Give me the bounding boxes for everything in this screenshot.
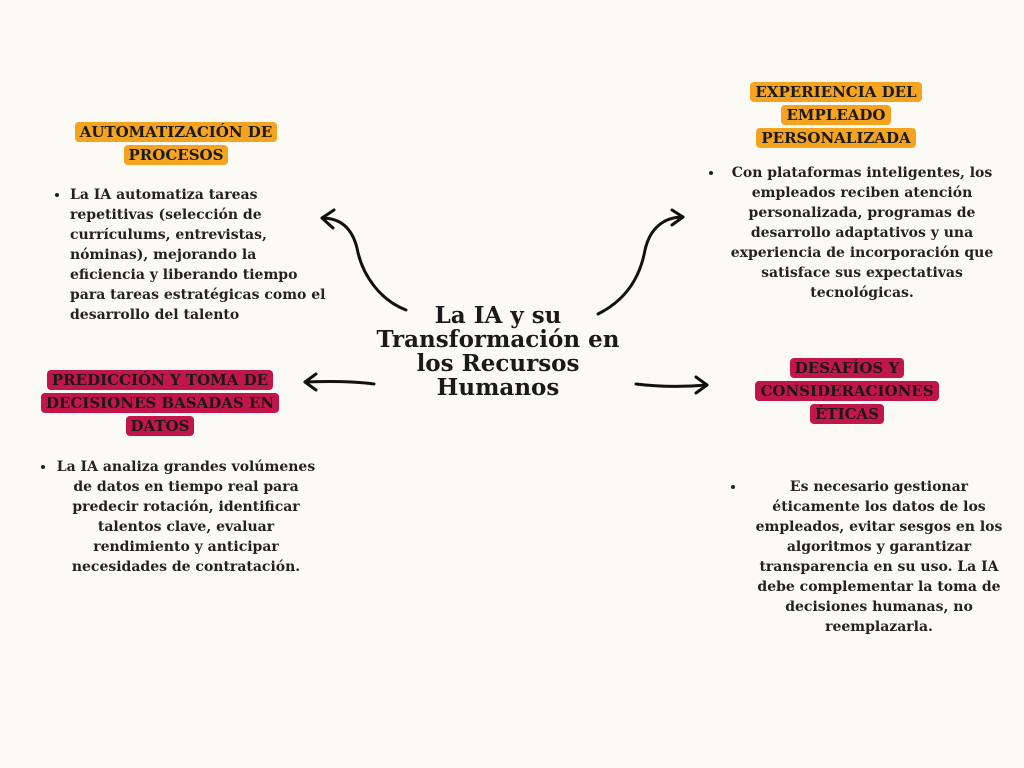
description-automatizacion (52, 185, 332, 325)
label-prediccion-y-toma-de-decisiones: PREDICCIÓN Y TOMA DE DECISIONES BASADAS EN DATOS (40, 369, 280, 438)
bullet-automatizacion: • La IA automatiza tareas repetitivas (selección de currículums, entrevistas, nóminas), mejorando la eficiencia y liberando tiempo para tareas estratégicas como el desarrollo del talento (70, 185, 332, 325)
arrow-to-prediccion (305, 381, 374, 384)
central-title: La IA y su Transformación en los Recursos Humanos (376, 302, 620, 401)
arrow-to-experiencia (598, 217, 683, 314)
label-experiencia-del-empleado: EXPERIENCIA DEL EMPLEADO PERSONALIZADA (738, 81, 934, 150)
label-automatizacion-de-procesos: AUTOMATIZACIÓN DE PROCESOS (60, 121, 292, 167)
label-desafios-y-consideraciones-eticas: DESAFÍOS Y CONSIDERACIONES ÉTICAS (742, 357, 952, 426)
arrow-to-automatizacion (322, 218, 406, 310)
bullet-experiencia: • Con plataformas inteligentes, los empleados reciben atención personalizada, programas de desarrollo adaptativos y una experiencia de incorporación que satisface sus expectativas tecnológicas. (724, 163, 1000, 303)
description-desafios (728, 477, 1012, 637)
arrow-to-desafios (636, 384, 707, 386)
bullet-prediccion: • La IA analiza grandes volúmenes de datos en tiempo real para predecir rotación, identificar talentos clave, evaluar rendimiento y anticipar necesidades de contratación. (56, 457, 316, 577)
bullet-desafios: • Es necesario gestionar éticamente los datos de los empleados, evitar sesgos en los algoritmos y garantizar transparencia en su uso. La IA debe complementar la toma de decisiones humanas, no reemplazarla. (746, 477, 1012, 637)
description-experiencia (706, 163, 1000, 303)
description-prediccion (38, 457, 316, 577)
